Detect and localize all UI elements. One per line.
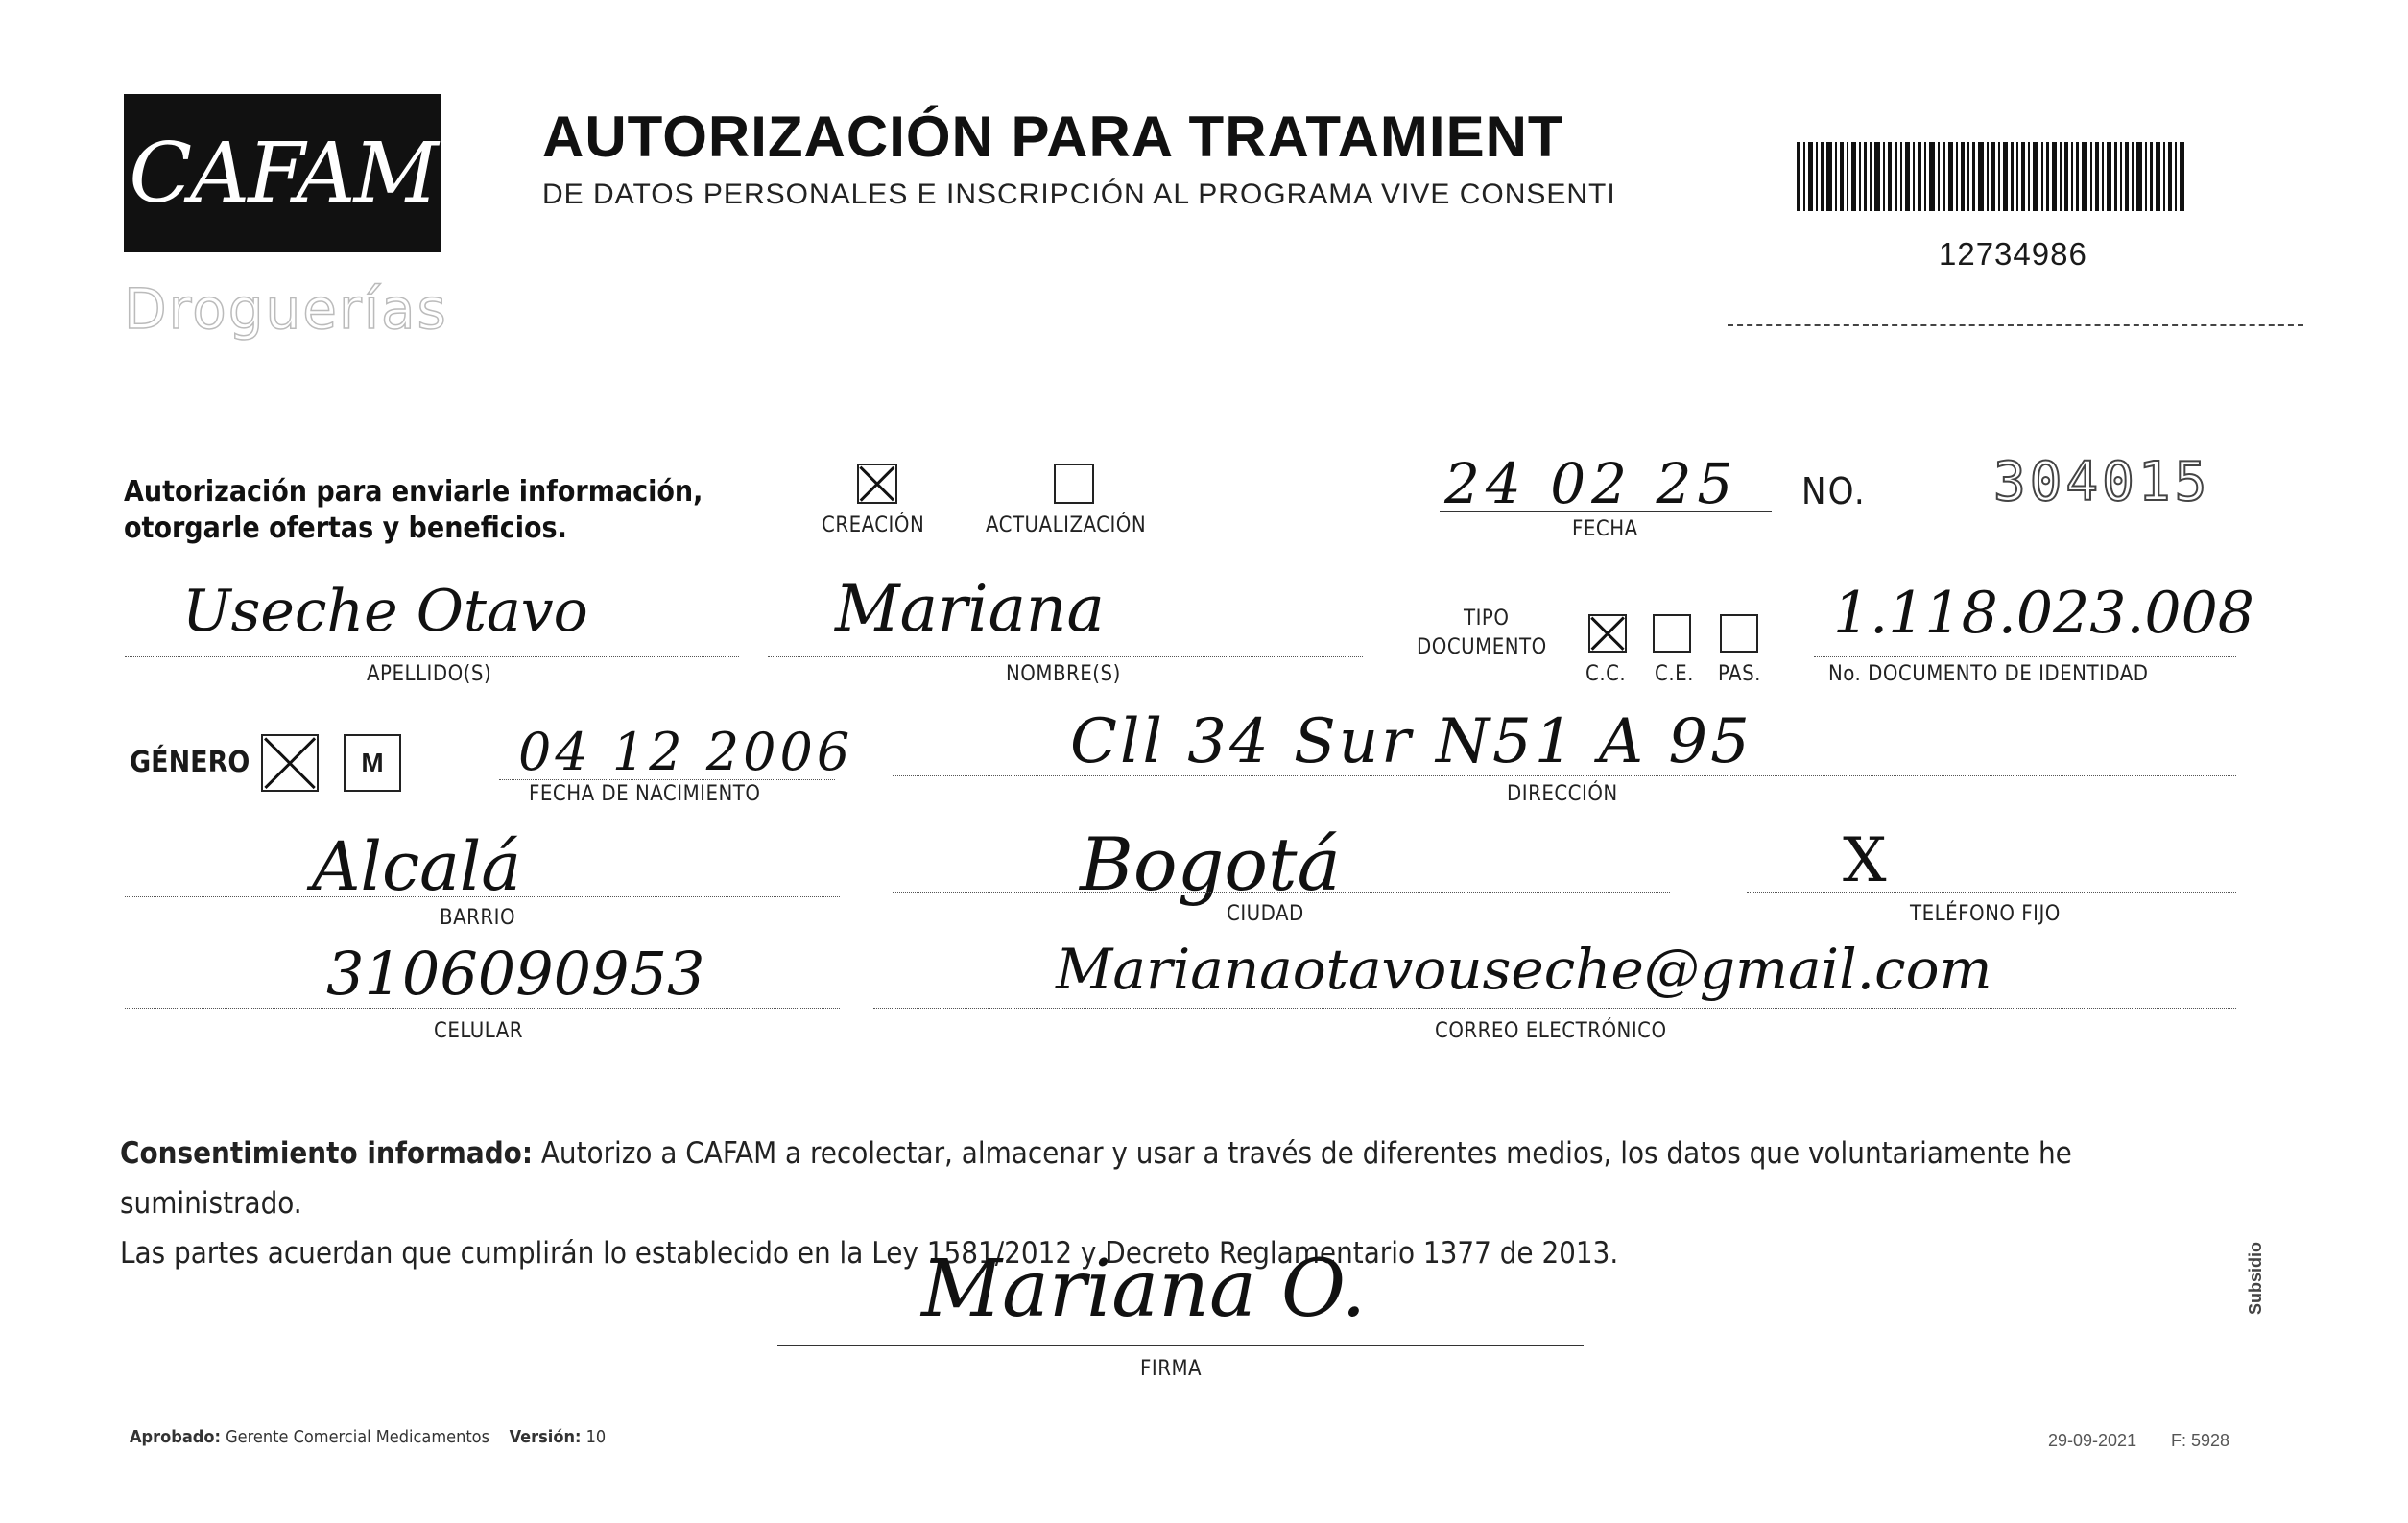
ciudad-line (893, 892, 1670, 893)
nacimiento-line (499, 779, 835, 780)
barcode-icon (1797, 142, 2184, 211)
consent-line2: Las partes acuerdan que cumplirán lo establecido en la Ley 1581/2012 y Decreto Reglamentario 1377 de 2013. (120, 1236, 1619, 1271)
ce-label: C.E. (1655, 662, 1694, 686)
cafam-logo (124, 94, 441, 252)
celular-line (125, 1008, 840, 1009)
aprobado-value: Gerente Comercial Medicamentos (226, 1427, 490, 1447)
actualizacion-label: ACTUALIZACIÓN (986, 513, 1147, 537)
auth-text (124, 474, 703, 547)
form-subtitle: DE DATOS PERSONALES E INSCRIPCIÓN AL PROGRAMA VIVE CONSENTI (542, 178, 1616, 210)
celular-value[interactable]: 3106090953 (326, 939, 705, 1009)
telefono-value[interactable]: X (1843, 825, 1887, 896)
consent-line1 (120, 1129, 2251, 1228)
form-number: 304015 (1993, 451, 2211, 513)
cc-label: C.C. (1585, 662, 1627, 686)
fecha-line (1440, 511, 1772, 512)
logo-subtitle: Droguerías (124, 276, 448, 342)
telefono-line (1747, 892, 2236, 893)
actualizacion-checkbox[interactable] (1054, 464, 1094, 504)
no-label: NO. (1801, 470, 1867, 512)
signature-line (777, 1345, 1584, 1346)
tipo-doc-label-2: DOCUMENTO (1417, 635, 1547, 659)
correo-value[interactable]: Marianaotavouseche@gmail.com (1056, 937, 1992, 1002)
ce-checkbox[interactable] (1653, 614, 1691, 653)
side-text: Subsidio (2246, 1242, 2265, 1315)
barcode-number: 12734986 (1939, 236, 2087, 272)
direccion-value[interactable]: Cll 34 Sur N51 A 95 (1070, 706, 1752, 777)
signature-label: FIRMA (1140, 1357, 1203, 1381)
correo-label: CORREO ELECTRÓNICO (1435, 1019, 1667, 1043)
footer-left (130, 1427, 606, 1447)
nombres-line (768, 656, 1363, 657)
signature-value: Mariana O. (921, 1244, 1367, 1335)
nombres-label: NOMBRE(S) (1006, 662, 1121, 686)
telefono-label: TELÉFONO FIJO (1910, 902, 2061, 926)
genero-f-checkbox[interactable] (261, 734, 319, 792)
auth-text-line2: otorgarle ofertas y beneficios. (124, 512, 567, 545)
barrio-line (125, 896, 840, 897)
barrio-value[interactable]: Alcalá (312, 827, 521, 906)
apellidos-line (125, 656, 739, 657)
dashed-separator (1728, 324, 2303, 326)
correo-line (873, 1008, 2236, 1009)
genero-m-label: M (361, 748, 384, 777)
consent-bold: Consentimiento informado: (120, 1136, 533, 1171)
tipo-doc-label-1: TIPO (1464, 607, 1510, 631)
footer-date: 29-09-2021 (2048, 1431, 2137, 1450)
fecha-label: FECHA (1572, 517, 1638, 541)
footer-code: F: 5928 (2171, 1431, 2230, 1450)
logo-text: CAFAM (129, 125, 437, 222)
cc-checkbox[interactable] (1588, 614, 1627, 653)
documento-line (1814, 656, 2236, 657)
form-title: AUTORIZACIÓN PARA TRATAMIENT (542, 105, 1564, 169)
celular-label: CELULAR (434, 1019, 524, 1043)
direccion-line (893, 775, 2236, 776)
pas-label: PAS. (1718, 662, 1761, 686)
aprobado-label: Aprobado: (130, 1427, 221, 1447)
version-value: 10 (585, 1427, 607, 1447)
genero-m-checkbox[interactable] (344, 734, 401, 792)
nacimiento-label: FECHA DE NACIMIENTO (529, 782, 761, 806)
genero-label: GÉNERO (130, 746, 250, 779)
version-label: Versión: (509, 1427, 582, 1447)
creacion-checkbox[interactable] (857, 464, 897, 504)
documento-label: No. DOCUMENTO DE IDENTIDAD (1828, 662, 2149, 686)
apellidos-label: APELLIDO(S) (367, 662, 492, 686)
nacimiento-value[interactable]: 04 12 2006 (518, 722, 854, 782)
fecha-value: 24 02 25 (1444, 451, 1739, 516)
direccion-label: DIRECCIÓN (1507, 782, 1618, 806)
ciudad-label: CIUDAD (1227, 902, 1304, 926)
auth-text-line1: Autorización para enviarle información, (124, 475, 703, 509)
pas-checkbox[interactable] (1720, 614, 1758, 653)
creacion-label: CREACIÓN (822, 513, 925, 537)
nombres-value[interactable]: Mariana (835, 572, 1105, 646)
ciudad-value[interactable]: Bogotá (1080, 821, 1341, 907)
apellidos-value[interactable]: Useche Otavo (182, 578, 588, 645)
documento-value[interactable]: 1.118.023.008 (1833, 580, 2254, 647)
barrio-label: BARRIO (440, 906, 516, 930)
consent-text1: Autorizo a CAFAM a recolectar, almacenar y usar a través de diferentes medios, los datos que voluntariamente he suministrado. (120, 1136, 2072, 1221)
